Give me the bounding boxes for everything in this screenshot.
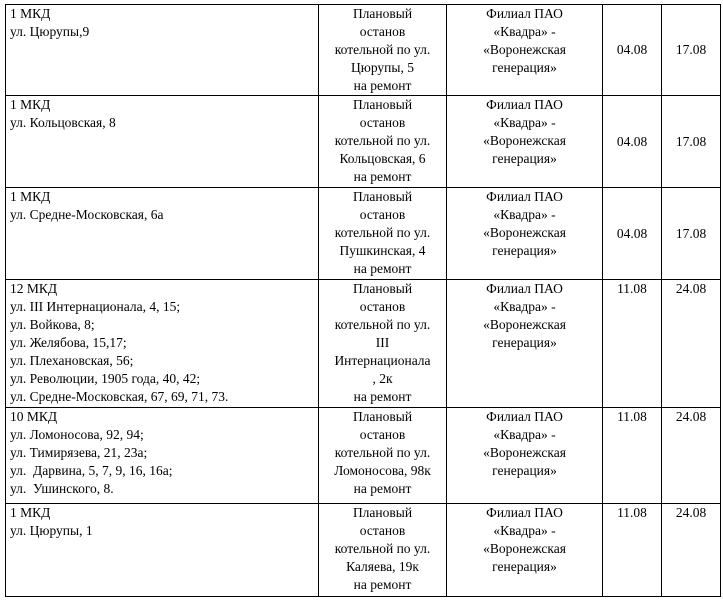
address-cell [6,504,319,597]
reason-cell-line: котельной по ул. [334,317,431,332]
end-date-cell: 17.08 [662,96,721,188]
organization-cell-line: «Воронежская [483,133,566,148]
reason-cell-line: Пушкинская, 4 [339,243,426,258]
address-cell-line: ул. Средне-Московская, 6а [10,207,164,222]
organization-cell [447,5,603,96]
reason-cell-line: Ломоносова, 98к [334,463,431,478]
reason-cell-line: Цюрупы, 5 [351,60,414,75]
reason-cell-line: на ремонт [353,389,412,404]
reason-cell-line: котельной по ул. [334,541,431,556]
reason-cell-line: на ремонт [353,481,412,496]
reason-cell [319,5,447,96]
organization-cell-line: «Квадра» - [493,427,556,442]
reason-cell-line: Плановый [352,281,413,296]
outage-schedule-table [5,4,721,597]
organization-cell [447,96,603,188]
address-cell-line: ул. Революции, 1905 года, 40, 42; [10,371,201,386]
organization-cell-line: генерация» [492,463,557,478]
organization-cell-line: «Квадра» - [493,207,556,222]
organization-cell-line: «Квадра» - [493,24,556,39]
reason-cell-line: останов [359,427,406,442]
address-cell-line: ул. Войкова, 8; [10,317,95,332]
reason-cell-line: останов [359,207,406,222]
organization-cell-line: «Воронежская [483,225,566,240]
reason-cell-line: , 2к [372,371,393,386]
address-cell [6,96,319,188]
start-date-cell: 04.08 [603,5,662,96]
end-date-cell: 17.08 [662,188,721,280]
organization-cell-line: Филиал ПАО [486,409,563,424]
organization-cell-line: Филиал ПАО [486,505,563,520]
table-row [6,5,721,96]
reason-cell [319,504,447,597]
table-body [6,5,721,597]
reason-cell-line: Кольцовская, 6 [339,151,426,166]
address-cell-line: ул. Средне-Московская, 67, 69, 71, 73. [10,389,229,404]
address-cell-line: 1 МКД [10,6,51,21]
address-cell [6,5,319,96]
reason-cell-line: Каляева, 19к [346,559,419,574]
reason-cell-line: Плановый [352,6,413,21]
reason-cell [319,408,447,504]
organization-cell-line: генерация» [492,559,557,574]
reason-cell-line: на ремонт [353,577,412,592]
address-cell-line: ул. Дарвина, 5, 7, 9, 16, 16а; [10,463,173,478]
organization-cell-line: «Квадра» - [493,299,556,314]
organization-cell-line: генерация» [492,60,557,75]
organization-cell-line: генерация» [492,335,557,350]
address-cell-line: 1 МКД [10,97,51,112]
address-cell-line: ул. Желябова, 15,17; [10,335,127,350]
start-date-cell: 04.08 [603,96,662,188]
organization-cell-line: «Квадра» - [493,115,556,130]
start-date-cell: 11.08 [603,280,662,408]
address-cell-line: 1 МКД [10,505,51,520]
end-date-cell: 17.08 [662,5,721,96]
organization-cell-line: «Воронежская [483,445,566,460]
address-cell-line: 1 МКД [10,189,51,204]
organization-cell-line: генерация» [492,243,557,258]
start-date-cell: 11.08 [603,408,662,504]
table-row [6,188,721,280]
address-cell-line: ул. Ушинского, 8. [10,481,114,496]
reason-cell-line: останов [359,523,406,538]
organization-cell [447,188,603,280]
address-cell-line: ул. Ломоносова, 92, 94; [10,427,144,442]
reason-cell-line: на ремонт [353,169,412,184]
reason-cell-line: останов [359,115,406,130]
address-cell-line: ул. Цюрупы,9 [10,24,90,39]
address-cell-line: 12 МКД [10,281,58,296]
reason-cell-line: III [375,335,390,350]
address-cell [6,188,319,280]
reason-cell-line: Плановый [352,189,413,204]
address-cell-line: ул. III Интернационала, 4, 15; [10,299,181,314]
table-row [6,280,721,408]
end-date-cell: 24.08 [662,504,721,597]
organization-cell-line: Филиал ПАО [486,189,563,204]
address-cell [6,280,319,408]
end-date-cell: 24.08 [662,408,721,504]
start-date-cell: 11.08 [603,504,662,597]
organization-cell-line: Филиал ПАО [486,281,563,296]
table-row [6,408,721,504]
reason-cell-line: Плановый [352,97,413,112]
organization-cell-line: «Воронежская [483,541,566,556]
organization-cell-line: Филиал ПАО [486,97,563,112]
reason-cell-line: на ремонт [353,261,412,276]
reason-cell [319,188,447,280]
address-cell-line: ул. Цюрупы, 1 [10,523,93,538]
address-cell [6,408,319,504]
organization-cell-line: «Квадра» - [493,523,556,538]
reason-cell-line: Интернационала [334,353,431,368]
organization-cell [447,504,603,597]
organization-cell [447,280,603,408]
organization-cell-line: Филиал ПАО [486,6,563,21]
reason-cell-line: на ремонт [353,78,412,93]
reason-cell-line: котельной по ул. [334,133,431,148]
reason-cell [319,280,447,408]
address-cell-line: ул. Тимирязева, 21, 23а; [10,445,148,460]
reason-cell-line: Плановый [352,505,413,520]
reason-cell-line: останов [359,24,406,39]
organization-cell-line: «Воронежская [483,42,566,57]
reason-cell-line: котельной по ул. [334,225,431,240]
organization-cell [447,408,603,504]
organization-cell-line: «Воронежская [483,317,566,332]
start-date-cell: 04.08 [603,188,662,280]
address-cell-line: ул. Кольцовская, 8 [10,115,116,130]
reason-cell-line: котельной по ул. [334,445,431,460]
reason-cell-line: котельной по ул. [334,42,431,57]
reason-cell-line: останов [359,299,406,314]
reason-cell [319,96,447,188]
address-cell-line: ул. Плехановская, 56; [10,353,134,368]
table-row [6,504,721,597]
reason-cell-line: Плановый [352,409,413,424]
table-row [6,96,721,188]
organization-cell-line: генерация» [492,151,557,166]
end-date-cell: 24.08 [662,280,721,408]
address-cell-line: 10 МКД [10,409,58,424]
